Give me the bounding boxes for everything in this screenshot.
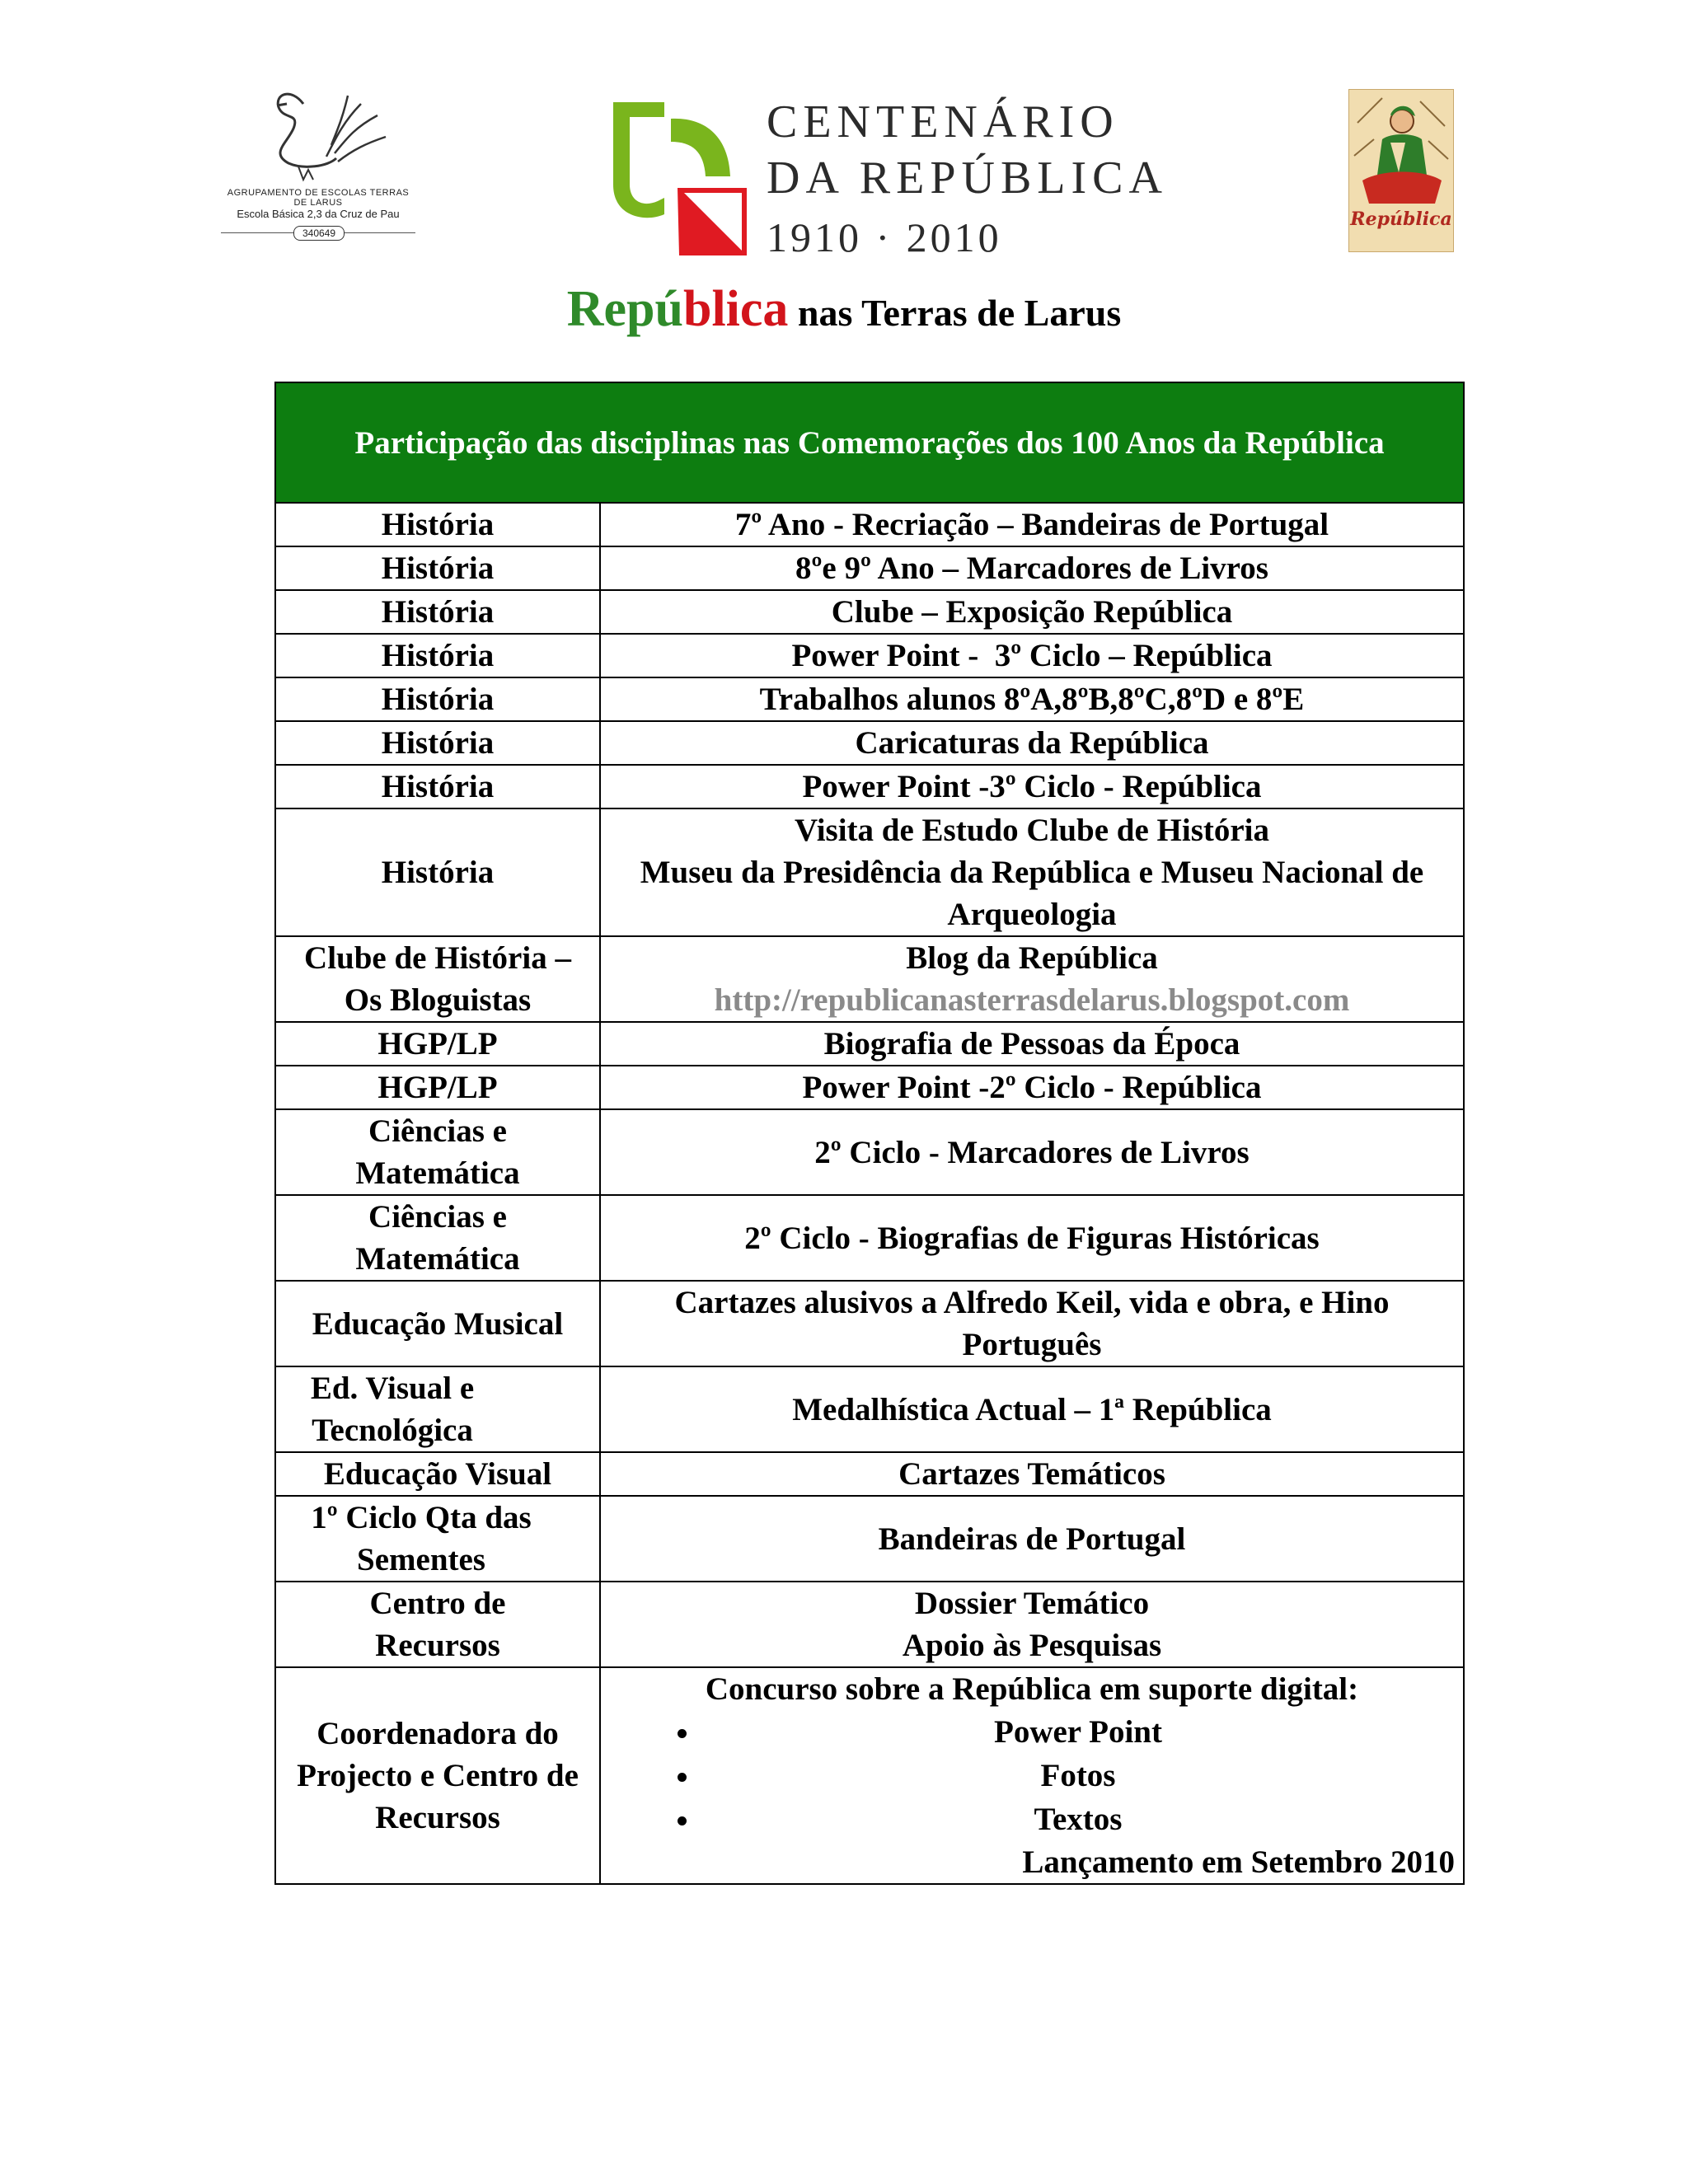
subject-cell: História — [275, 765, 600, 808]
activity-cell — [600, 936, 1464, 1022]
subject-cell: Educação Visual — [275, 1452, 600, 1496]
list-item: • Power Point — [701, 1710, 1455, 1754]
table-header: Participação das disciplinas nas Comemorações dos 100 Anos da República — [275, 382, 1464, 503]
activity-cell: Caricaturas da República — [600, 721, 1464, 765]
concurso-list — [609, 1710, 1455, 1841]
title-green-part: Repú — [566, 281, 683, 337]
subject-cell: Ciências e Matemática — [275, 1195, 600, 1281]
table-row — [275, 1022, 1464, 1066]
subject-cell: Educação Musical — [275, 1281, 600, 1366]
subject-cell: HGP/LP — [275, 1066, 600, 1109]
activity-cell: Cartazes alusivos a Alfredo Keil, vida e obra, e Hino Português — [600, 1281, 1464, 1366]
activity-cell: Medalhística Actual – 1ª República — [600, 1366, 1464, 1452]
centenario-years: 1910 · 2010 — [767, 214, 1002, 260]
centenario-logo — [613, 96, 1174, 260]
school-logo — [221, 87, 415, 252]
school-code: 340649 — [293, 226, 345, 241]
school-subtitle: Escola Básica 2,3 da Cruz de Pau — [237, 208, 400, 220]
activity-cell: 8ºe 9º Ano – Marcadores de Livros — [600, 546, 1464, 590]
activity-cell — [600, 1667, 1464, 1884]
table-header-row — [275, 382, 1464, 503]
page-title — [0, 280, 1688, 339]
table-row — [275, 765, 1464, 808]
subject-cell: História — [275, 590, 600, 634]
table-row — [275, 1366, 1464, 1452]
table-row — [275, 1496, 1464, 1582]
activity-cell: Bandeiras de Portugal — [600, 1496, 1464, 1582]
subject-cell: HGP/LP — [275, 1022, 600, 1066]
table-row — [275, 1452, 1464, 1496]
activity-cell — [600, 808, 1464, 936]
swan-icon — [246, 87, 394, 186]
table-row — [275, 1109, 1464, 1195]
activity-cell: Cartazes Temáticos — [600, 1452, 1464, 1496]
republica-poster — [1348, 89, 1454, 252]
poster-title: República — [1350, 209, 1452, 230]
table-row — [275, 634, 1464, 677]
activity-cell: Trabalhos alunos 8ºA,8ºB,8ºC,8ºD e 8ºE — [600, 677, 1464, 721]
activity-line: Blog da República — [906, 940, 1158, 976]
title-rest: nas Terras de Larus — [788, 292, 1122, 334]
activity-cell: Biografia de Pessoas da Época — [600, 1022, 1464, 1066]
launch-date: Lançamento em Setembro 2010 — [1022, 1844, 1455, 1880]
table-row — [275, 1582, 1464, 1667]
activity-cell: Power Point -2º Ciclo - República — [600, 1066, 1464, 1109]
table-row — [275, 721, 1464, 765]
activity-line: Dossier Temático — [914, 1586, 1150, 1621]
list-item: • Fotos — [701, 1754, 1455, 1797]
centenario-line1: CENTENÁRIO — [767, 96, 1119, 148]
school-name: AGRUPAMENTO DE ESCOLAS TERRAS DE LARUS — [227, 188, 410, 208]
table-row — [275, 1066, 1464, 1109]
list-item: • Textos — [701, 1797, 1455, 1841]
subject-cell: História — [275, 677, 600, 721]
activity-line: Visita de Estudo Clube de História — [794, 813, 1270, 848]
table-row — [275, 936, 1464, 1022]
table-row — [275, 1281, 1464, 1366]
participation-table — [274, 382, 1465, 1885]
subject-cell: Ciências e Matemática — [275, 1109, 600, 1195]
subject-cell: História — [275, 808, 600, 936]
table-row — [275, 1195, 1464, 1281]
subject-cell: Centro de Recursos — [275, 1582, 600, 1667]
activity-cell: 7º Ano - Recriação – Bandeiras de Portugal — [600, 503, 1464, 546]
subject-cell: Ed. Visual e Tecnológica — [275, 1366, 600, 1452]
table-row — [275, 503, 1464, 546]
activity-cell: 2º Ciclo - Biografias de Figuras Históricas — [600, 1195, 1464, 1281]
table-row — [275, 546, 1464, 590]
subject-cell: Coordenadora do Projecto e Centro de Recursos — [275, 1667, 600, 1884]
subject-cell: 1º Ciclo Qta das Sementes — [275, 1496, 600, 1582]
subject-cell: História — [275, 503, 600, 546]
centenario-line2: DA REPÚBLICA — [767, 152, 1168, 204]
activity-cell: Power Point - 3º Ciclo – República — [600, 634, 1464, 677]
subject-cell: História — [275, 634, 600, 677]
blog-link[interactable]: http://republicanasterrasdelarus.blogspot.com — [714, 982, 1350, 1018]
table-row — [275, 1667, 1464, 1884]
activity-cell: 2º Ciclo - Marcadores de Livros — [600, 1109, 1464, 1195]
activity-cell: Power Point -3º Ciclo - República — [600, 765, 1464, 808]
activity-cell — [600, 1582, 1464, 1667]
table-row — [275, 677, 1464, 721]
activity-cell: Clube – Exposição República — [600, 590, 1464, 634]
table-row — [275, 808, 1464, 936]
title-red-part: blica — [682, 281, 789, 337]
subject-cell: Clube de História – Os Bloguistas — [275, 936, 600, 1022]
subject-cell: História — [275, 721, 600, 765]
centenario-mark-icon — [613, 102, 753, 255]
activity-line: Museu da Presidência da República e Museu Nacional de Arqueologia — [640, 855, 1424, 932]
table-row — [275, 590, 1464, 634]
subject-cell: História — [275, 546, 600, 590]
concurso-intro: Concurso sobre a República em suporte digital: — [705, 1671, 1359, 1707]
activity-line: Apoio às Pesquisas — [902, 1628, 1162, 1663]
